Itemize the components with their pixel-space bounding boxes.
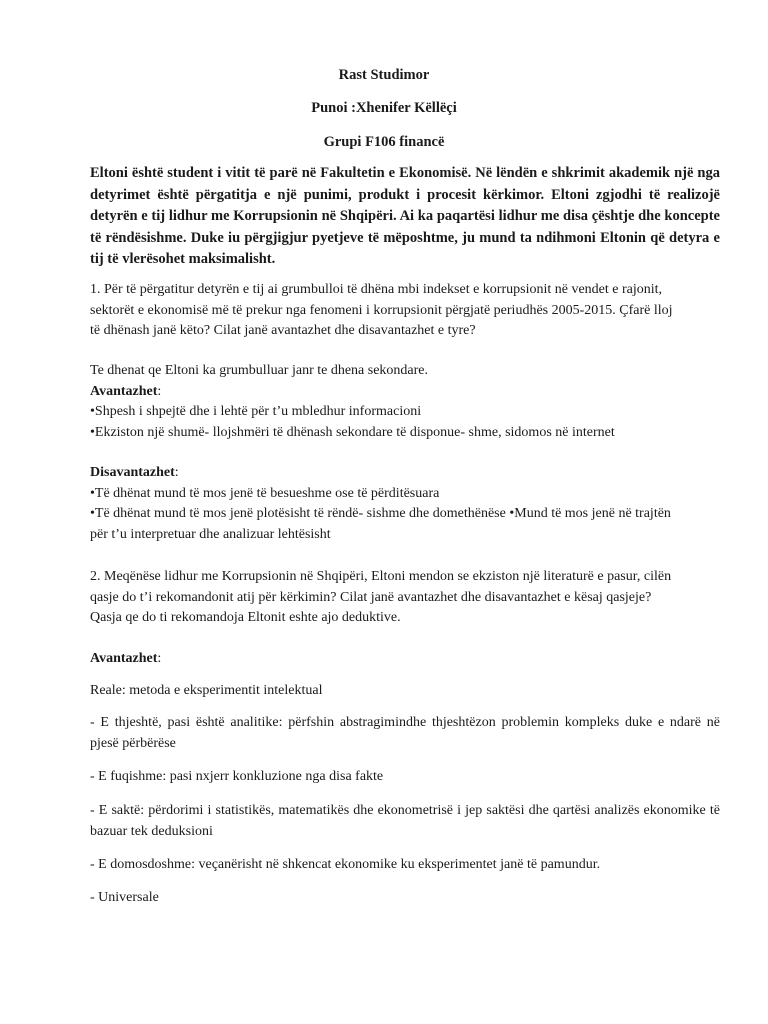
question-1-line: të dhënash janë këto? Cilat janë avantazhet dhe disavantazhet e tyre? — [90, 323, 476, 338]
intro-paragraph: Eltoni është student i vitit të parë në Fakultetin e Ekonomisë. Në lëndën e shkrimit akademik një nga detyrimet është përgatitja e një punimi, produkt i procesit kërkimor. Eltoni zgjodhi të realizojë detyrën e tij lidhur me Korrupsionin në Shqipëri. Ai ka paqartësi lidhur me disa çështje dhe koncepte të rëndësishme. Duke iu përgjigjur pyetjeve të mëposhtme, ju mund ta ndihmoni Eltonin që detyra e tij të vlerësohet maksimalisht. — [90, 165, 720, 268]
advantage-2-item: - E saktë: përdorimi i statistikës, matematikës dhe ekonometrisë i jep saktësi dhe qartësi analizës ekonomike të bazuar tek deduksioni — [90, 803, 720, 839]
question-2-line: qasje do t’i rekomandonit atij për kërkimin? Cilat janë avantazhet dhe disavantazhet e kësaj qasjeje? — [90, 589, 652, 605]
disadvantages-1 — [90, 463, 720, 545]
advantages-2-heading-line: Avantazhet: — [90, 651, 162, 666]
question-1-line: 1. Për të përgatitur detyrën e tij ai grumbulloi të dhëna mbi indekset e korrupsionit në vendet e rajonit, — [90, 282, 663, 297]
disadvantage-item: •Të dhënat mund të mos jenë të besueshme ose të përditësuara — [90, 485, 440, 501]
disadvantages-heading: Disavantazhet: — [90, 465, 179, 480]
question-2-line: Qasja qe do ti rekomandoja Eltonit eshte ajo deduktive. — [90, 610, 401, 625]
advantage-2-item: - E domosdoshme: veçanërisht në shkencat ekonomike ku eksperimentet janë të pamundur. — [90, 857, 601, 872]
author-line: Punoi :Xhenifer Këllëçi — [311, 100, 457, 116]
question-2-line: 2. Meqënëse lidhur me Korrupsionin në Shqipëri, Eltoni mendon se ekziston një literaturë e pasur, cilën — [90, 569, 672, 584]
group-line: Grupi F106 financë — [323, 134, 445, 150]
answer-1 — [90, 361, 720, 443]
document-title: Rast Studimor — [338, 67, 430, 83]
question-2 — [90, 567, 720, 629]
disadvantages-heading-text: Disavantazhet — [90, 465, 175, 480]
disadvantage-item: •Të dhënat mund të mos jenë plotësisht të rëndë- sishme dhe domethënëse •Mund të mos jenë në trajtën — [90, 506, 671, 521]
advantages-2-heading-text: Avantazhet — [90, 651, 158, 666]
question-1-line: sektorët e ekonomisë më të prekur nga fenomeni i korrupsionit përgjatë periudhës 2005-2015. Çfarë lloj — [90, 302, 673, 318]
advantage-item: •Shpesh i shpejtë dhe i lehtë për t’u mbledhur informacioni — [90, 404, 422, 419]
advantage-item: •Ekziston një shumë- llojshmëri të dhënash sekondare të disponue- shme, sidomos në internet — [90, 424, 615, 440]
question-1 — [90, 280, 720, 342]
disadvantage-item: për t’u interpretuar dhe analizuar lehtësisht — [90, 526, 331, 542]
advantage-2-item: - E fuqishme: pasi nxjerr konkluzione nga disa fakte — [90, 769, 384, 784]
advantage-2-item: - E thjeshtë, pasi është analitike: përfshin abstragimindhe thjeshtëzon problemin kompleks duke e ndarë në pjesë përbërëse — [90, 715, 720, 751]
advantages-2-heading — [90, 649, 720, 670]
answer-1-text: Te dhenat qe Eltoni ka grumbulluar janr te dhena sekondare. — [90, 363, 429, 378]
advantages-heading: Avantazhet: — [90, 383, 162, 399]
real-line: Reale: metoda e eksperimentit intelektual — [90, 683, 323, 698]
advantage-2-item: - Universale — [90, 890, 159, 905]
advantages-heading-text: Avantazhet — [90, 383, 158, 399]
